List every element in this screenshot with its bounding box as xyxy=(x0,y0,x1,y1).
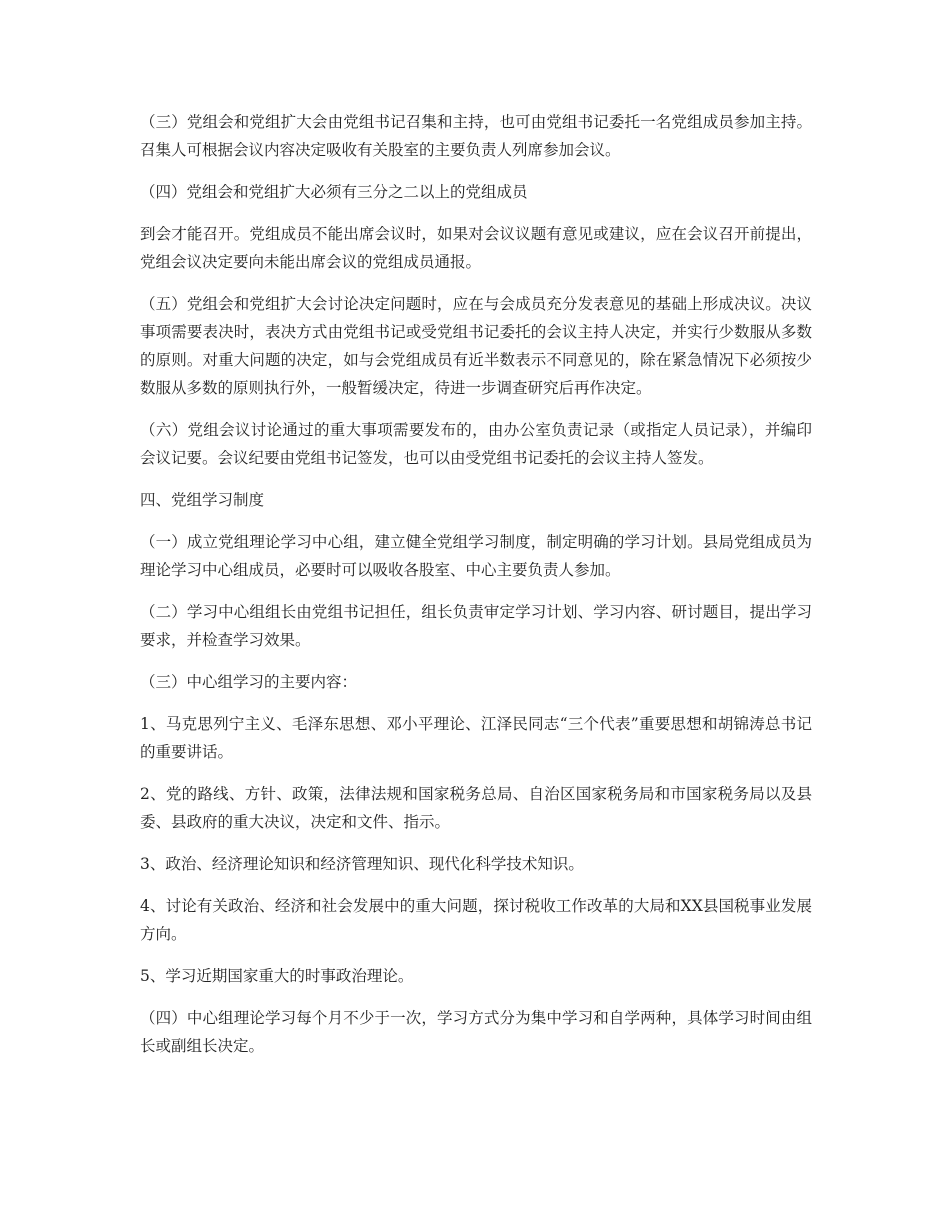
paragraph-study-content-heading: （三）中心组学习的主要内容： xyxy=(140,673,358,691)
paragraph-quorum-heading: （四）党组会和党组扩大必须有三分之二以上的党组成员 xyxy=(140,183,528,201)
paragraph-decision-rules: （五）党组会和党组扩大会讨论决定问题时，应在与会成员充分发表意见的基础上形成决议。决议事项需要表决时，表决方式由党组书记或受党组书记委托的会议主持人决定，并实行少数服从多数的原则。对重大问题的决定，如与会党组成员有近半数表示不同意见的，除在紧急情况下必须按少数服从多数的原则执行外，一般暂缓决定，待进一步调查研究后再作决定。 xyxy=(140,295,812,397)
section-heading-study-system: 四、党组学习制度 xyxy=(140,491,265,509)
list-item-4: 4、讨论有关政治、经济和社会发展中的重大问题，探讨税收工作改革的大局和XX县国税事业发展方向。 xyxy=(140,897,812,943)
list-item-5: 5、学习近期国家重大的时事政治理论。 xyxy=(140,967,414,985)
list-item-1: 1、马克思列宁主义、毛泽东思想、邓小平理论、江泽民同志“三个代表”重要思想和胡锦涛总书记的重要讲话。 xyxy=(140,715,812,761)
list-item-3: 3、政治、经济理论知识和经济管理知识、现代化科学技术知识。 xyxy=(140,855,584,873)
list-item-2: 2、党的路线、方针、政策，法律法规和国家税务总局、自治区国家税务局和市国家税务局以及县委、县政府的重大决议，决定和文件、指示。 xyxy=(140,785,812,831)
paragraph-group-leader: （二）学习中心组组长由党组书记担任，组长负责审定学习计划、学习内容、研讨题目，提出学习要求，并检查学习效果。 xyxy=(140,603,812,649)
paragraph-study-group: （一）成立党组理论学习中心组，建立健全党组学习制度，制定明确的学习计划。县局党组成员为理论学习中心组成员，必要时可以吸收各股室、中心主要负责人参加。 xyxy=(140,533,812,579)
paragraph-quorum-detail: 到会才能召开。党组成员不能出席会议时，如果对会议议题有意见或建议，应在会议召开前提出，党组会议决定要向未能出席会议的党组成员通报。 xyxy=(140,225,812,271)
paragraph-meeting-host: （三）党组会和党组扩大会由党组书记召集和主持，也可由党组书记委托一名党组成员参加主持。召集人可根据会议内容决定吸收有关股室的主要负责人列席参加会议。 xyxy=(140,113,812,159)
paragraph-meeting-minutes: （六）党组会议讨论通过的重大事项需要发布的，由办公室负责记录（或指定人员记录），并编印会议记要。会议纪要由党组书记签发，也可以由受党组书记委托的会议主持人签发。 xyxy=(140,421,812,467)
document-body xyxy=(140,108,812,1074)
paragraph-study-frequency: （四）中心组理论学习每个月不少于一次，学习方式分为集中学习和自学两种，具体学习时间由组长或副组长决定。 xyxy=(140,1009,812,1055)
